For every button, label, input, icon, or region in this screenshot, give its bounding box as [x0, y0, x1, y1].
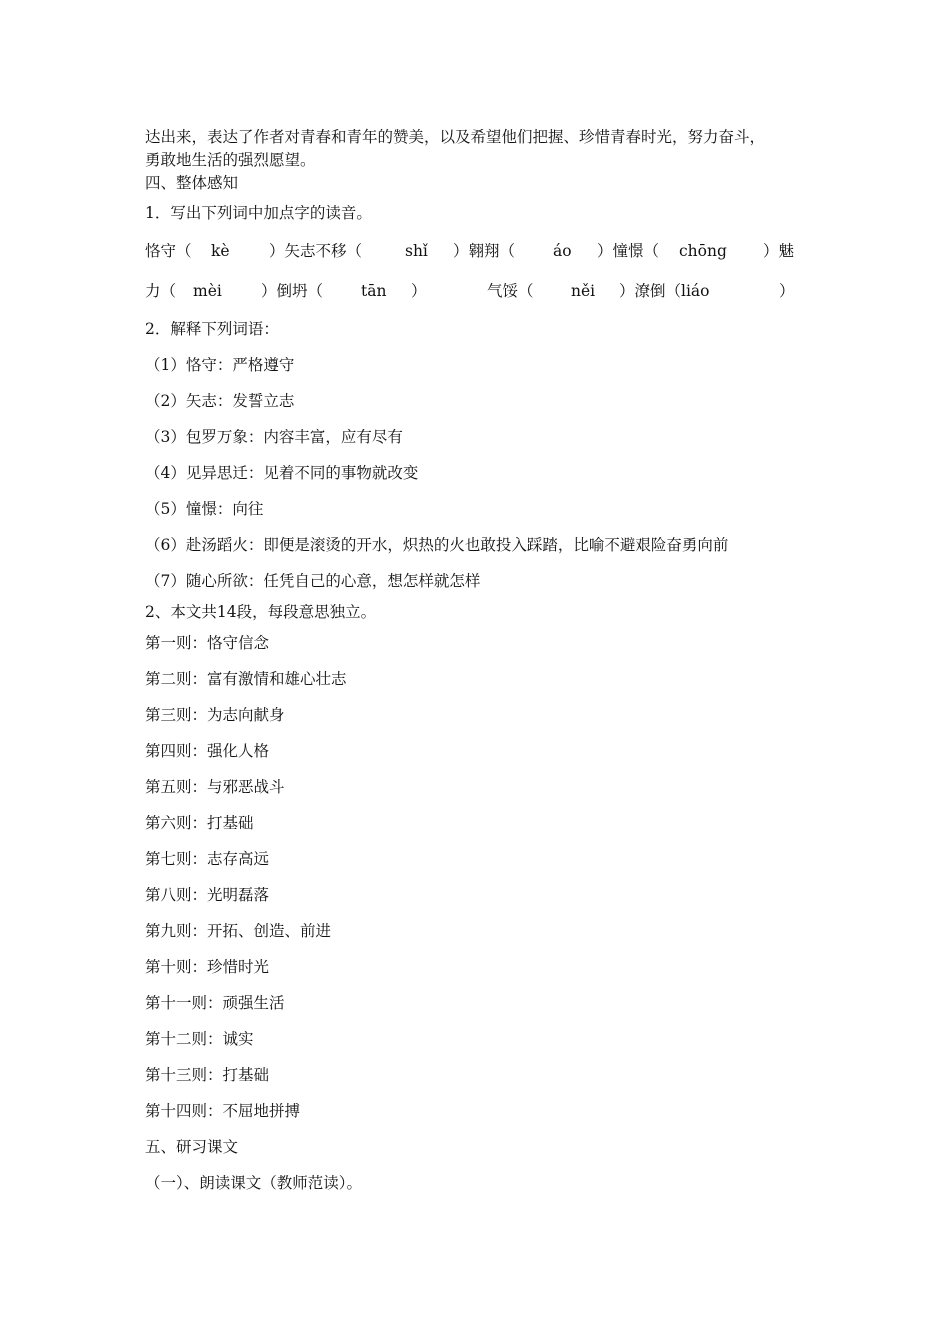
pinyin-word: 力（ — [145, 282, 177, 300]
paragraph-summary: 第四则：强化人格 — [145, 742, 270, 760]
definition-item: （1）恪守：严格遵守 — [145, 356, 295, 374]
definition-item: （3）包罗万象：内容丰富，应有尽有 — [145, 428, 403, 446]
pinyin-word: ）憧憬（ — [597, 242, 660, 260]
definition-item: （5）憧憬：向往 — [145, 500, 264, 518]
paragraph-summary: 第十则：珍惜时光 — [145, 958, 270, 976]
pinyin-word: ）矢志不移（ — [269, 242, 363, 260]
paragraph-summary: 第十一则：顽强生活 — [145, 994, 285, 1012]
question-3-title: 2、本文共14段，每段意思独立。 — [145, 603, 377, 621]
pinyin-word: ）倒坍（ — [261, 282, 324, 300]
paragraph-summary: 第十二则：诚实 — [145, 1030, 254, 1048]
pinyin-word: ） — [411, 282, 427, 300]
paragraph-summary: 第五则：与邪恶战斗 — [145, 778, 285, 796]
pinyin-answer: shǐ — [405, 242, 428, 260]
paragraph-summary: 第一则：恪守信念 — [145, 634, 270, 652]
pinyin-word: ）魅 — [763, 242, 795, 260]
pinyin-row-1 — [145, 231, 825, 271]
pinyin-answer: něi — [571, 282, 596, 300]
question-2-title: 2．解释下列词语： — [145, 320, 279, 338]
pinyin-answer: tān — [361, 282, 387, 300]
paragraph-summary: 第三则：为志向献身 — [145, 706, 285, 724]
definition-item: （4）见异思迁：见着不同的事物就改变 — [145, 464, 419, 482]
paragraph-summary: 第七则：志存高远 — [145, 850, 270, 868]
section-5-title: 五、研习课文 — [145, 1138, 239, 1156]
pinyin-answer: mèi — [193, 282, 222, 300]
definition-item: （6）赴汤蹈火：即便是滚烫的开水，炽热的火也敢投入踩踏，比喻不避艰险奋勇向前 — [145, 536, 729, 554]
intro-line-2: 勇敢地生活的强烈愿望。 — [145, 151, 316, 169]
paragraph-summary: 第九则：开拓、创造、前进 — [145, 922, 332, 940]
section-5-item-1: （一）、朗读课文（教师范读）。 — [145, 1174, 363, 1192]
paragraph-summary: 第八则：光明磊落 — [145, 886, 270, 904]
paragraph-summary: 第六则：打基础 — [145, 814, 254, 832]
pinyin-answer: áo — [553, 242, 572, 260]
definition-item: （2）矢志：发誓立志 — [145, 392, 295, 410]
paragraph-summary: 第十四则：不屈地拼搏 — [145, 1102, 301, 1120]
paragraph-summary: 第十三则：打基础 — [145, 1066, 270, 1084]
pinyin-word: ）潦倒（liáo — [619, 282, 710, 300]
definition-item: （7）随心所欲：任凭自己的心意，想怎样就怎样 — [145, 572, 481, 590]
pinyin-answer: kè — [211, 242, 230, 260]
pinyin-row-2 — [145, 271, 825, 311]
pinyin-word: 气馁（ — [487, 282, 534, 300]
intro-line-1: 达出来，表达了作者对青春和青年的赞美，以及希望他们把握、珍惜青春时光，努力奋斗， — [145, 128, 766, 146]
paragraph-summary: 第二则：富有激情和雄心壮志 — [145, 670, 347, 688]
document-page — [145, 126, 825, 1201]
section-4-title: 四、整体感知 — [145, 174, 239, 192]
question-1-title: 1．写出下列词中加点字的读音。 — [145, 204, 372, 222]
pinyin-answer: chōng — [679, 242, 727, 260]
pinyin-word: ） — [779, 282, 795, 300]
pinyin-word: 恪守（ — [145, 242, 192, 260]
pinyin-word: ）翱翔（ — [453, 242, 516, 260]
